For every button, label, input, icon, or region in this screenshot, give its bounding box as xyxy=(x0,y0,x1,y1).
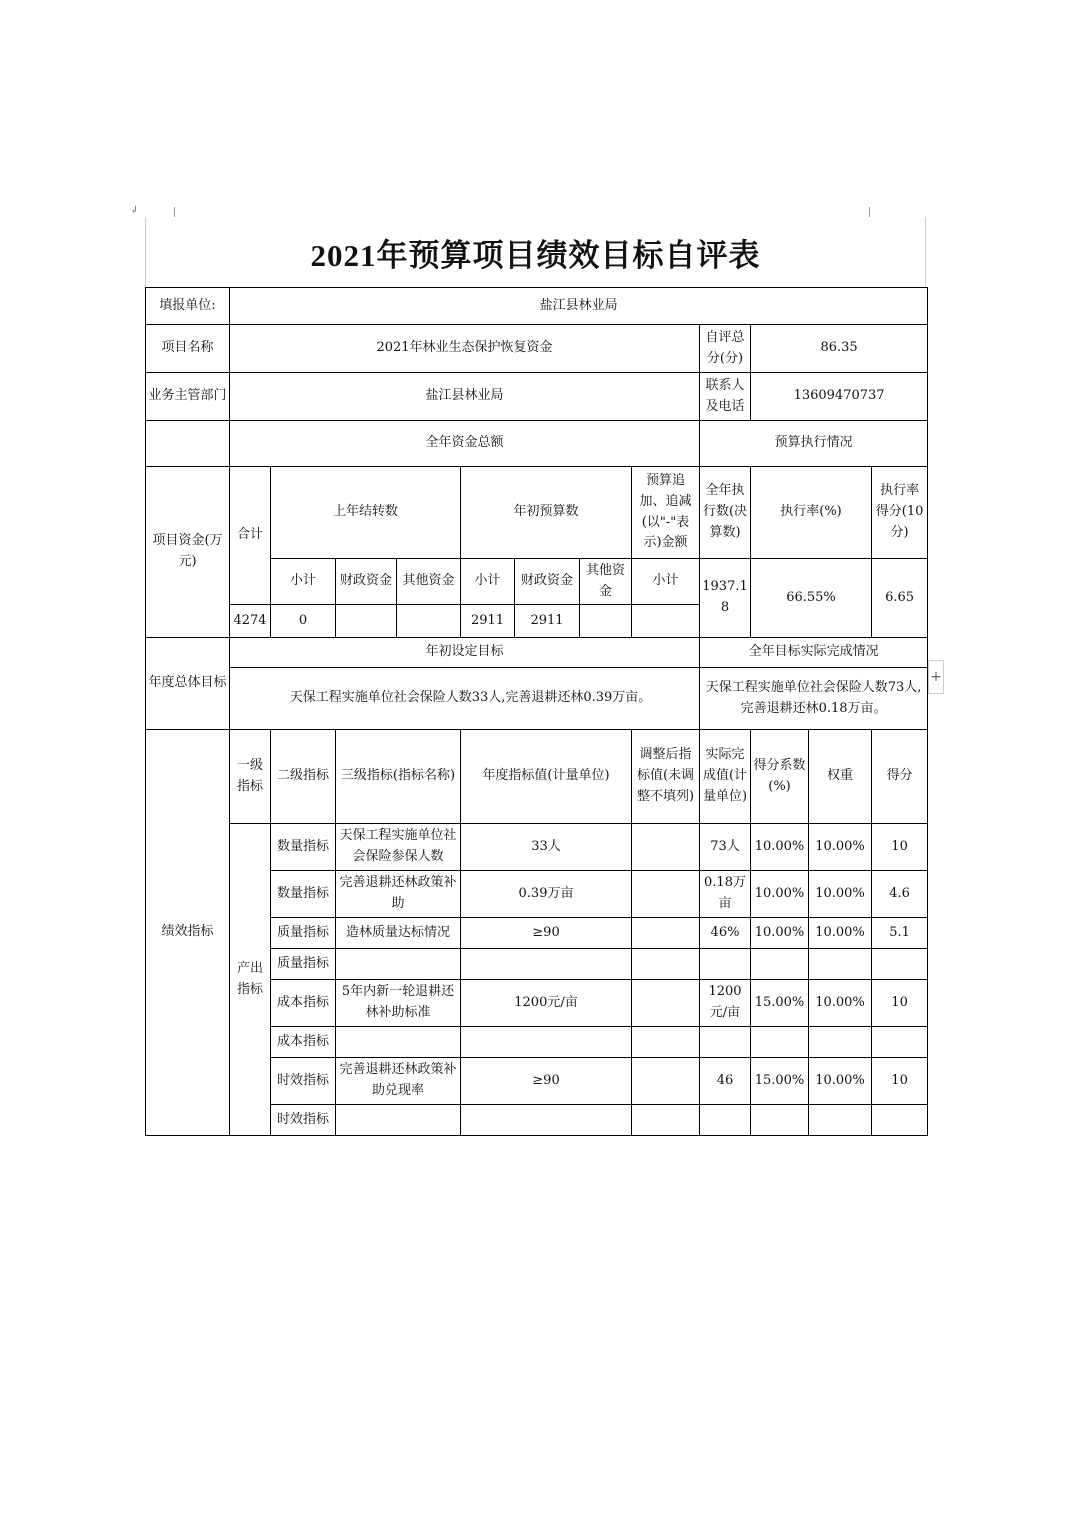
score-header: 得分 xyxy=(872,730,928,824)
level3-header: 三级指标(指标名称) xyxy=(336,730,461,824)
level2-cell: 质量指标 xyxy=(271,918,336,949)
dept-label: 业务主管部门 xyxy=(146,373,230,421)
adjusted-value-cell[interactable] xyxy=(632,871,700,918)
weight-cell[interactable] xyxy=(809,949,872,980)
adjusted-value-cell[interactable] xyxy=(632,1058,700,1105)
adjusted-value-cell[interactable] xyxy=(632,1027,700,1058)
level2-cell: 时效指标 xyxy=(271,1058,336,1105)
goals-text-row xyxy=(146,668,928,730)
coef-cell[interactable]: 15.00% xyxy=(751,1058,809,1105)
adjusted-value-cell[interactable] xyxy=(632,1105,700,1136)
annual-value-header: 年度指标值(计量单位) xyxy=(461,730,632,824)
level1-header: 一级指标 xyxy=(230,730,271,824)
coef-cell[interactable]: 10.00% xyxy=(751,918,809,949)
initial-fiscal-value[interactable]: 2911 xyxy=(515,605,580,638)
weight-cell[interactable] xyxy=(809,1105,872,1136)
initial-subtotal-label: 小计 xyxy=(461,559,515,605)
level3-cell[interactable]: 完善退耕还林政策补助 xyxy=(336,871,461,918)
coef-cell[interactable]: 15.00% xyxy=(751,980,809,1027)
level2-cell: 时效指标 xyxy=(271,1105,336,1136)
weight-cell[interactable]: 10.00% xyxy=(809,824,872,871)
indicator-row xyxy=(146,824,928,871)
level3-cell[interactable]: 5年内新一轮退耕还林补助标准 xyxy=(336,980,461,1027)
adjusted-value-header: 调整后指标值(未调整不填列) xyxy=(632,730,700,824)
evaluation-table xyxy=(145,287,928,1136)
actual-value-cell[interactable]: 1200元/亩 xyxy=(700,980,751,1027)
indicators-label: 绩效指标 xyxy=(146,730,230,1136)
exec-score-label: 执行率得分(10分) xyxy=(872,467,928,559)
actual-value-cell[interactable]: 0.18万亩 xyxy=(700,871,751,918)
exec-score-value[interactable]: 6.65 xyxy=(872,559,928,638)
annual-value-cell[interactable]: ≥90 xyxy=(461,1058,632,1105)
annual-value-cell[interactable]: 33人 xyxy=(461,824,632,871)
adjusted-value-cell[interactable] xyxy=(632,824,700,871)
actual-goal-text[interactable]: 天保工程实施单位社会保险人数73人,完善退耕还林0.18万亩。 xyxy=(700,668,928,730)
contact-value[interactable]: 13609470737 xyxy=(751,373,928,421)
level2-cell: 质量指标 xyxy=(271,949,336,980)
score-cell[interactable]: 10 xyxy=(872,1058,928,1105)
return-mark-icon: ↲ xyxy=(130,205,139,216)
blank-cell xyxy=(146,421,230,467)
weight-cell[interactable]: 10.00% xyxy=(809,871,872,918)
coef-cell[interactable] xyxy=(751,949,809,980)
total-funds-header: 全年资金总额 xyxy=(230,421,700,467)
actual-goal-header: 全年目标实际完成情况 xyxy=(700,638,928,668)
level3-cell[interactable]: 天保工程实施单位社会保险参保人数 xyxy=(336,824,461,871)
actual-value-cell[interactable]: 46 xyxy=(700,1058,751,1105)
level3-cell[interactable] xyxy=(336,949,461,980)
page-title: 2021年预算项目绩效目标自评表 xyxy=(310,237,761,273)
add-row-icon[interactable]: + xyxy=(928,660,944,694)
set-goal-text[interactable]: 天保工程实施单位社会保险人数33人,完善退耕还林0.39万亩。 xyxy=(230,668,700,730)
initial-other-label: 其他资金 xyxy=(580,559,632,605)
carryover-fiscal-label: 财政资金 xyxy=(336,559,397,605)
exec-amount-label: 全年执行数(决算数) xyxy=(700,467,751,559)
actual-value-cell[interactable]: 73人 xyxy=(700,824,751,871)
carryover-subtotal-label: 小计 xyxy=(271,559,336,605)
funds-subheader-row xyxy=(146,467,928,559)
actual-value-cell[interactable]: 46% xyxy=(700,918,751,949)
level2-header: 二级指标 xyxy=(271,730,336,824)
weight-cell[interactable]: 10.00% xyxy=(809,918,872,949)
coef-header: 得分系数(%) xyxy=(751,730,809,824)
level3-cell[interactable] xyxy=(336,1105,461,1136)
self-score-value[interactable]: 86.35 xyxy=(751,325,928,373)
adjusted-value-cell[interactable] xyxy=(632,949,700,980)
weight-cell[interactable] xyxy=(809,1027,872,1058)
level3-cell[interactable] xyxy=(336,1027,461,1058)
actual-value-header: 实际完成值(计量单位) xyxy=(700,730,751,824)
unit-row xyxy=(146,288,928,325)
annual-value-cell[interactable] xyxy=(461,1105,632,1136)
funds-header-row xyxy=(146,421,928,467)
adjust-subtotal-value[interactable] xyxy=(632,605,700,638)
score-cell[interactable]: 10 xyxy=(872,824,928,871)
title-area xyxy=(145,217,926,287)
funds-total-value[interactable]: 4274 xyxy=(230,605,271,638)
filling-unit-label: 填报单位: xyxy=(146,288,230,325)
weight-header: 权重 xyxy=(809,730,872,824)
initial-fiscal-label: 财政资金 xyxy=(515,559,580,605)
carryover-label: 上年结转数 xyxy=(271,467,461,559)
goals-header-row xyxy=(146,638,928,668)
weight-cell[interactable]: 10.00% xyxy=(809,980,872,1027)
score-cell[interactable] xyxy=(872,1105,928,1136)
actual-value-cell[interactable] xyxy=(700,949,751,980)
annual-value-cell[interactable]: 0.39万亩 xyxy=(461,871,632,918)
adjusted-value-cell[interactable] xyxy=(632,918,700,949)
project-name-row xyxy=(146,325,928,373)
level3-cell[interactable]: 完善退耕还林政策补助兑现率 xyxy=(336,1058,461,1105)
coef-cell[interactable] xyxy=(751,1027,809,1058)
score-cell[interactable]: 5.1 xyxy=(872,918,928,949)
exec-header: 预算执行情况 xyxy=(700,421,928,467)
filling-unit-value[interactable]: 盐江县林业局 xyxy=(230,288,928,325)
project-name-value[interactable]: 2021年林业生态保护恢复资金 xyxy=(230,325,700,373)
adjusted-value-cell[interactable] xyxy=(632,980,700,1027)
self-score-label: 自评总分(分) xyxy=(700,325,751,373)
score-cell[interactable]: 4.6 xyxy=(872,871,928,918)
level2-cell: 成本指标 xyxy=(271,1027,336,1058)
annual-value-cell[interactable] xyxy=(461,949,632,980)
level2-cell: 成本指标 xyxy=(271,980,336,1027)
annual-value-cell[interactable]: 1200元/亩 xyxy=(461,980,632,1027)
adjust-amount-label: 预算追加、追减(以"-"表示)金额 xyxy=(632,467,700,559)
indicator-header-row xyxy=(146,730,928,824)
dept-row xyxy=(146,373,928,421)
annual-goal-label: 年度总体目标 xyxy=(146,638,230,730)
carryover-other-value[interactable] xyxy=(397,605,461,638)
carryover-subtotal-value[interactable]: 0 xyxy=(271,605,336,638)
exec-rate-label: 执行率(%) xyxy=(751,467,872,559)
right-margin-mark xyxy=(869,207,870,217)
score-cell[interactable] xyxy=(872,1027,928,1058)
funds-total-label: 合计 xyxy=(230,467,271,605)
initial-other-value[interactable] xyxy=(580,605,632,638)
level2-cell: 数量指标 xyxy=(271,871,336,918)
project-name-label: 项目名称 xyxy=(146,325,230,373)
score-cell[interactable] xyxy=(872,949,928,980)
coef-cell[interactable]: 10.00% xyxy=(751,824,809,871)
actual-value-cell[interactable] xyxy=(700,1105,751,1136)
coef-cell[interactable] xyxy=(751,1105,809,1136)
carryover-other-label: 其他资金 xyxy=(397,559,461,605)
score-cell[interactable]: 10 xyxy=(872,980,928,1027)
weight-cell[interactable]: 10.00% xyxy=(809,1058,872,1105)
adjust-subtotal-label: 小计 xyxy=(632,559,700,605)
project-funds-label: 项目资金(万元) xyxy=(146,467,230,638)
contact-label: 联系人及电话 xyxy=(700,373,751,421)
annual-value-cell[interactable]: ≥90 xyxy=(461,918,632,949)
set-goal-header: 年初设定目标 xyxy=(230,638,700,668)
dept-value[interactable]: 盐江县林业局 xyxy=(230,373,700,421)
exec-amount-value[interactable]: 1937.18 xyxy=(700,559,751,638)
exec-rate-value[interactable]: 66.55% xyxy=(751,559,872,638)
level2-cell: 数量指标 xyxy=(271,824,336,871)
initial-subtotal-value[interactable]: 2911 xyxy=(461,605,515,638)
carryover-fiscal-value[interactable] xyxy=(336,605,397,638)
actual-value-cell[interactable] xyxy=(700,1027,751,1058)
initial-budget-label: 年初预算数 xyxy=(461,467,632,559)
left-margin-mark xyxy=(174,207,175,217)
coef-cell[interactable]: 10.00% xyxy=(751,871,809,918)
output-indicator-label: 产出指标 xyxy=(230,824,271,1136)
annual-value-cell[interactable] xyxy=(461,1027,632,1058)
level3-cell[interactable]: 造林质量达标情况 xyxy=(336,918,461,949)
